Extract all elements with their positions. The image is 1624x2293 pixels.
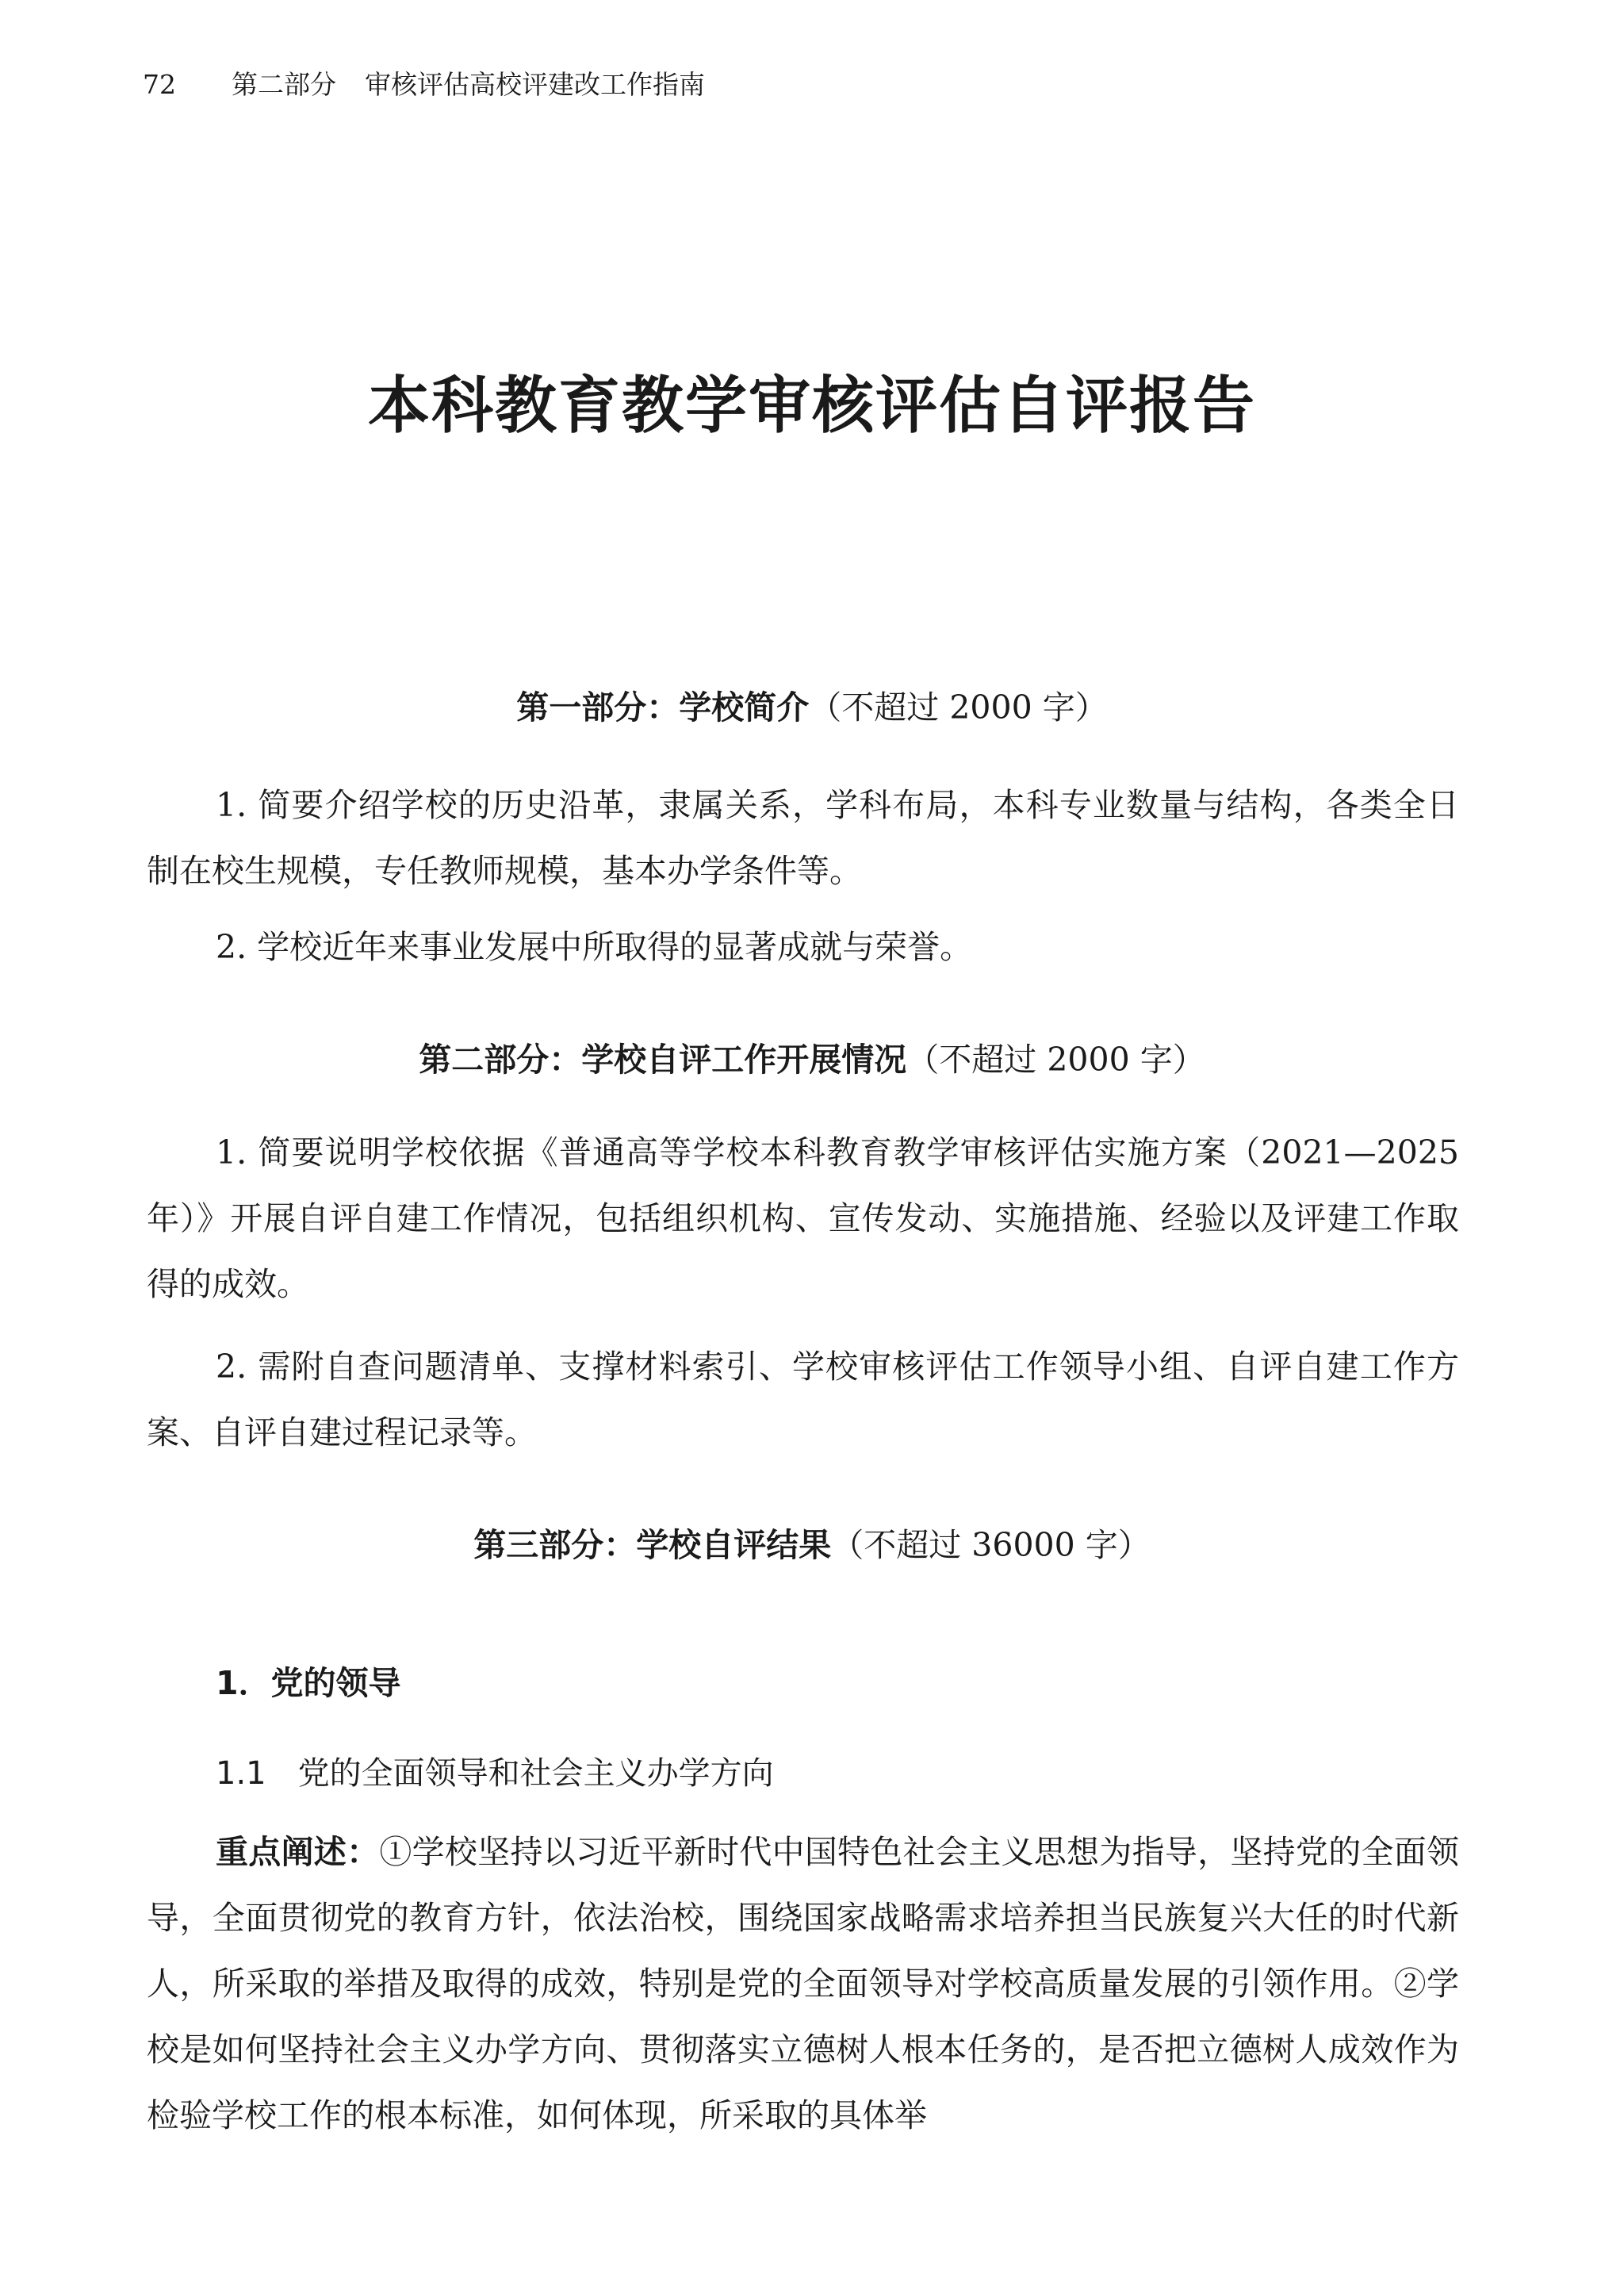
section-1-paragraph-1: 1. 简要介绍学校的历史沿革，隶属关系，学科布局，本科专业数量与结构，各类全日制在校生规模，专任教师规模，基本办学条件等。 [147,786,1459,890]
item-1-1-body [147,1819,1459,2149]
header-title: 审核评估高校评建改工作指南 [365,69,705,100]
section-heading-2 [0,1036,1624,1083]
subsection-heading-party-leadership: 1．党的领导 [216,1664,401,1702]
section-heading-3-note: （不超过 36000 字） [831,1526,1151,1564]
key-points-label: 重点阐述： [216,1833,380,1871]
section-2-paragraph-1: 1. 简要说明学校依据《普通高等学校本科教育教学审核评估实施方案（2021—2025 年）》开展自评自建工作情况，包括组织机构、宣传发动、实施措施、经验以及评建工作取得的成效。 [147,1133,1459,1303]
item-number: 1.1 [216,1755,266,1792]
section-1-paragraph-2: 2. 学校近年来事业发展中所取得的显著成就与荣誉。 [216,928,973,966]
section-heading-3-title: 第三部分：学校自评结果 [473,1526,832,1564]
document-title: 本科教育教学审核评估自评报告 [367,370,1256,442]
section-heading-3 [0,1521,1624,1569]
section-heading-2-note: （不超过 2000 字） [906,1041,1205,1079]
header-part: 第二部分 [232,69,336,100]
section-heading-1-title: 第一部分：学校简介 [516,688,810,727]
section-heading-2-title: 第二部分：学校自评工作开展情况 [419,1041,907,1079]
item-title: 党的全面领导和社会主义办学方向 [297,1755,774,1792]
section-2-paragraph-2: 2. 需附自查问题清单、支撑材料索引、学校审核评估工作领导小组、自评自建工作方案、自评自建过程记录等。 [147,1348,1459,1451]
section-heading-1-note: （不超过 2000 字） [809,688,1108,727]
item-heading-1-1 [216,1750,774,1797]
section-heading-1 [0,684,1624,731]
running-header [143,65,705,105]
key-points-text: ①学校坚持以习近平新时代中国特色社会主义思想为指导，坚持党的全面领导，全面贯彻党的教育方针，依法治校，围绕国家战略需求培养担当民族复兴大任的时代新人，所采取的举措及取得的成效，特别是党的全面领导对学校高质量发展的引领作用。②学校是如何坚持社会主义办学方向、贯彻落实立德树人根本任务的，是否把立德树人成效作为检验学校工作的根本标准，如何体现，所采取的具体举 [147,1833,1460,2134]
page-number: 72 [143,69,176,100]
